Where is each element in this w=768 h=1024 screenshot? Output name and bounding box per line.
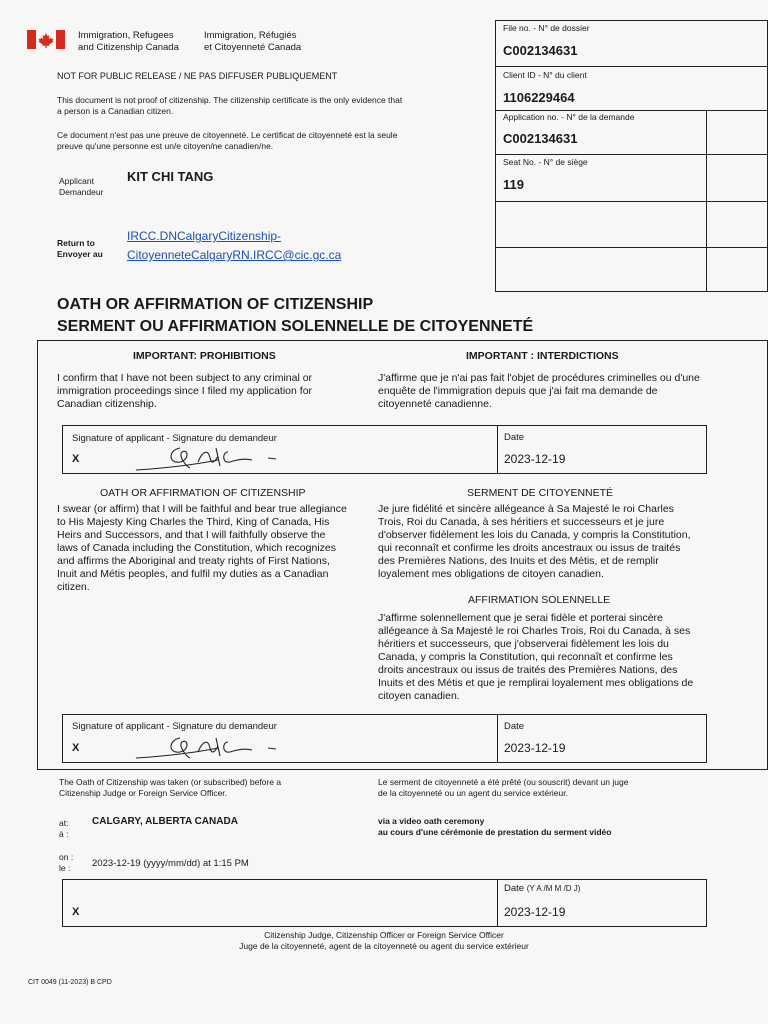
prohibitions-fr-line1: J'affirme que je n'ai pas fait l'objet de procédures criminelles ou d'une xyxy=(378,372,700,384)
affirmation-text xyxy=(378,612,720,703)
date-value-1: 2023-12-19 xyxy=(504,452,566,466)
client-id-label: Client ID - N° du client xyxy=(503,70,587,80)
affirmation-line: héritiers et successeurs, que j'observerai fidèlement les lois du xyxy=(378,638,669,650)
signature-scribble-2 xyxy=(128,728,308,766)
return-label-en: Return to xyxy=(57,238,95,248)
oath-en-line: I swear (or affirm) that I will be faithful and bear true allegiance xyxy=(57,503,347,515)
applicant-label-fr: Demandeur xyxy=(59,187,104,197)
applicant-label xyxy=(59,176,103,198)
prohibitions-text-en xyxy=(57,372,365,411)
official-signature-x: X xyxy=(72,906,80,918)
at-label-fr: à : xyxy=(59,829,69,839)
affirmation-line: Inuits et des Métis et que je remplirai loyalement mes obligations de xyxy=(378,677,694,689)
applicant-name: KIT CHI TANG xyxy=(127,169,214,184)
official-date-format: (Y A /M M /D J) xyxy=(526,884,581,893)
oath-text-en xyxy=(57,503,367,594)
file-no-label: File no. - N° de dossier xyxy=(503,23,590,33)
agency-en-line1: Immigration, Refugees xyxy=(78,30,174,41)
file-no-value: C002134631 xyxy=(503,43,578,58)
agency-name-fr xyxy=(204,30,301,54)
return-to-label xyxy=(57,238,103,260)
oath-en-line: citizen. xyxy=(57,581,90,593)
id-box xyxy=(495,20,768,292)
prohibitions-heading-en: IMPORTANT: PROHIBITIONS xyxy=(133,350,276,362)
signature-label-1: Signature of applicant - Signature du demandeur xyxy=(72,433,277,444)
official-caption-en: Citizenship Judge, Citizenship Officer or Foreign Service Officer xyxy=(264,930,504,940)
return-label-fr: Envoyer au xyxy=(57,249,103,259)
ceremony-taken-en-line2: Citizenship Judge or Foreign Service Officer. xyxy=(59,788,228,798)
canada-flag-icon xyxy=(27,30,65,49)
oath-fr-line: Je jure fidélité et sincère allégeance à Sa Majesté le roi Charles xyxy=(378,503,674,515)
agency-fr-line1: Immigration, Réfugiés xyxy=(204,30,297,41)
prohibitions-en-line2: immigration proceedings since I filed my application for xyxy=(57,385,313,397)
on-label-en: on : xyxy=(59,852,74,862)
oath-en-line: and affirms the Aboriginal and treaty rights of First Nations, xyxy=(57,555,330,567)
ceremony-taken-fr-line2: de la citoyenneté ou un agent du service extérieur. xyxy=(378,788,568,798)
affirmation-line: droits ancestraux ou issus de traités des Premières Nations, des xyxy=(378,664,678,676)
return-email-line1[interactable]: IRCC.DNCalgaryCitizenship- xyxy=(127,229,282,243)
agency-en-line2: and Citizenship Canada xyxy=(78,42,179,53)
on-label-fr: le : xyxy=(59,863,71,873)
signature-x-1: X xyxy=(72,453,80,465)
title-line1: OATH OR AFFIRMATION OF CITIZENSHIP xyxy=(57,296,374,313)
disclaimer-fr-line1: Ce document n'est pas une preuve de citoyenneté. Le certificat de citoyenneté est la seule xyxy=(57,130,398,140)
ceremony-datetime: 2023-12-19 (yyyy/mm/dd) at 1:15 PM xyxy=(92,858,249,869)
affirmation-line: citoyen canadien. xyxy=(378,690,460,702)
disclaimer-fr xyxy=(57,130,487,152)
prohibitions-fr-line3: citoyenneté canadienne. xyxy=(378,398,492,410)
agency-name-en xyxy=(78,30,179,54)
disclaimer-fr-line2: preuve qu'une personne est un/e citoyen/ne canadien/ne. xyxy=(57,141,274,151)
via-line-en: via a video oath ceremony xyxy=(378,816,485,826)
affirmation-line: Canada, y compris la Constitution, qui reconnaît et confirme les xyxy=(378,651,673,663)
oath-en-line: to His Majesty King Charles the Third, King of Canada, His xyxy=(57,516,330,528)
prohibitions-en-line3: Canadian citizenship. xyxy=(57,398,157,410)
signature-x-2: X xyxy=(72,742,80,754)
application-no-label: Application no. - N° de la demande xyxy=(503,112,635,122)
return-email-line2[interactable]: CitoyenneteCalgaryRN.IRCC@cic.gc.ca xyxy=(127,248,342,262)
oath-fr-line: qui reconnaît et confirme les droits ancestraux ou issus de traités xyxy=(378,542,681,554)
signature-scribble-1 xyxy=(128,438,308,476)
oath-fr-line: loyalement mes obligations de citoyen canadien. xyxy=(378,568,604,580)
signature-label-2: Signature of applicant - Signature du demandeur xyxy=(72,721,277,732)
date-label-2: Date xyxy=(504,721,525,732)
via-line-fr: au cours d'une cérémonie de prestation du serment vidéo xyxy=(378,827,612,837)
ceremony-taken-en-line1: The Oath of Citizenship was taken (or subscribed) before a xyxy=(59,777,282,787)
prohibitions-fr-line2: enquête de l'immigration depuis que j'ai fait ma demande de xyxy=(378,385,658,397)
date-value-2: 2023-12-19 xyxy=(504,741,566,755)
form-code: CIT 0049 (11-2023) B CPD xyxy=(28,979,112,986)
disclaimer-en-line1: This document is not proof of citizenship. The citizenship certificate is the only evidence that xyxy=(57,95,403,105)
prohibitions-en-line1: I confirm that I have not been subject to any criminal or xyxy=(57,372,313,384)
oath-text-fr xyxy=(378,503,720,581)
affirmation-heading: AFFIRMATION SOLENNELLE xyxy=(468,594,611,606)
not-for-release: NOT FOR PUBLIC RELEASE / NE PAS DIFFUSER PUBLIQUEMENT xyxy=(57,71,338,81)
official-date-label xyxy=(504,883,580,894)
on-label xyxy=(59,852,73,874)
oath-heading-fr: SERMENT DE CITOYENNETÉ xyxy=(467,487,614,499)
oath-fr-line: des Premières Nations, des Inuits et des Métis, et de remplir xyxy=(378,555,659,567)
application-no-value: C002134631 xyxy=(503,131,578,146)
agency-fr-line2: et Citoyenneté Canada xyxy=(204,42,302,53)
official-caption-fr: Juge de la citoyenneté, agent de la citoyenneté ou agent du service extérieur xyxy=(239,941,529,951)
prohibitions-heading-fr: IMPORTANT : INTERDICTIONS xyxy=(466,350,619,362)
oath-en-line: Heirs and Successors, and that I will faithfully observe the xyxy=(57,529,326,541)
official-signature-field[interactable] xyxy=(62,879,707,927)
return-email-link[interactable] xyxy=(127,227,341,265)
affirmation-line: J'affirme solennellement que je serai fidèle et porterai sincère xyxy=(378,612,663,624)
client-id-value: 1106229464 xyxy=(503,90,575,105)
seat-no-label: Seat No. - N° de siège xyxy=(503,157,588,167)
disclaimer-en xyxy=(57,95,487,117)
date-label-1: Date xyxy=(504,432,525,443)
oath-fr-line: d'observer fidèlement les lois du Canada, y compris la Constitution, xyxy=(378,529,691,541)
applicant-label-en: Applicant xyxy=(59,176,94,186)
at-label-en: at: xyxy=(59,818,69,828)
disclaimer-en-line2: a person is a Canadian citizen. xyxy=(57,106,174,116)
oath-heading-en: OATH OR AFFIRMATION OF CITIZENSHIP xyxy=(100,487,306,499)
oath-fr-line: Trois, Roi du Canada, à ses héritiers et successeurs et je jure xyxy=(378,516,665,528)
page-title xyxy=(57,294,533,338)
oath-en-line: laws of Canada including the Constitution, which recognizes xyxy=(57,542,336,554)
at-label xyxy=(59,818,68,840)
affirmation-line: allégeance à Sa Majesté le roi Charles Trois, Roi du Canada, à ses xyxy=(378,625,691,637)
title-line2: SERMENT OU AFFIRMATION SOLENNELLE DE CITOYENNETÉ xyxy=(57,318,534,335)
ceremony-via xyxy=(378,816,611,838)
ceremony-taken-fr-line1: Le serment de citoyenneté a été prêté (ou souscrit) devant un juge xyxy=(378,777,629,787)
ceremony-taken-en xyxy=(59,777,281,799)
official-caption xyxy=(0,930,768,952)
ceremony-location: CALGARY, ALBERTA CANADA xyxy=(92,816,238,827)
seat-no-value: 119 xyxy=(503,177,524,192)
oath-en-line: Inuit and Métis peoples, and fulfil my duties as a Canadian xyxy=(57,568,329,580)
official-date-value: 2023-12-19 xyxy=(504,905,566,919)
prohibitions-text-fr xyxy=(378,372,720,411)
official-date-label-text: Date xyxy=(504,883,525,894)
ceremony-taken-fr xyxy=(378,777,628,799)
